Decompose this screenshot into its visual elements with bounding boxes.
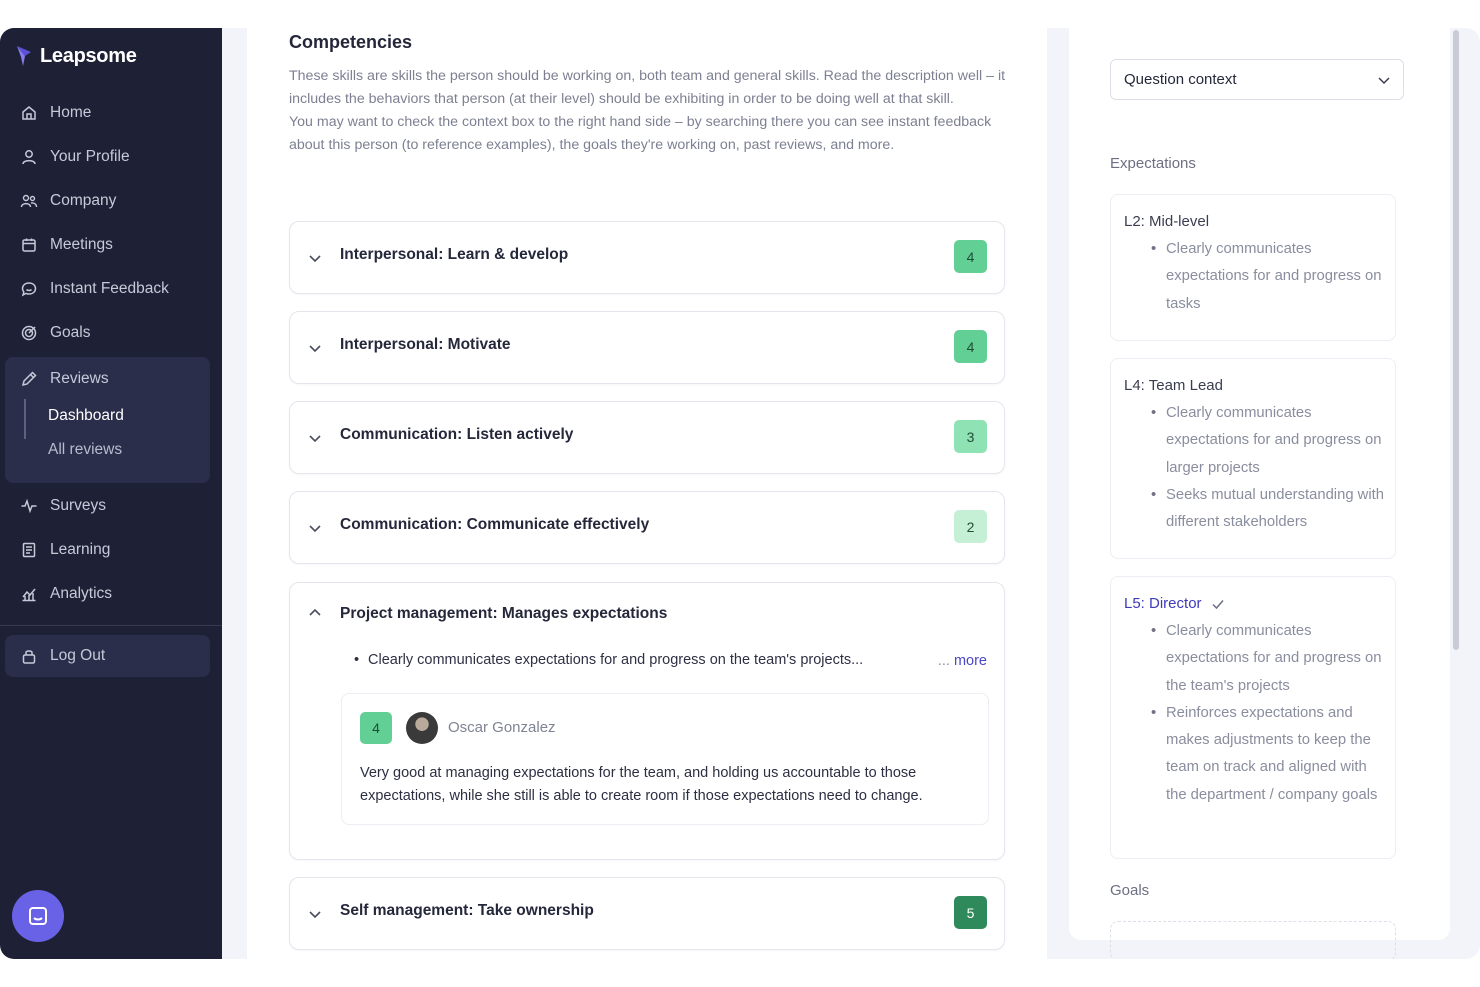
chevron-down-icon	[1377, 73, 1391, 87]
competency-card[interactable]	[289, 491, 1005, 564]
scrollbar[interactable]	[1450, 28, 1462, 959]
chevron-down-icon	[307, 430, 323, 446]
select-value: Question context	[1124, 71, 1237, 88]
app-name: Leapsome	[40, 44, 137, 67]
question-context-select[interactable]	[1110, 59, 1404, 100]
expectation-list	[1139, 618, 1385, 809]
score-badge: 4	[954, 240, 987, 273]
competency-title: Communication: Communicate effectively	[340, 516, 650, 533]
expectation-bullet: • Clearly communicates expectations for and progress on larger projects	[1139, 400, 1385, 482]
sidebar-nav	[0, 91, 222, 355]
competency-bullet: • Clearly communicates expectations for and progress on the team's projects...	[368, 652, 863, 668]
avatar	[406, 712, 438, 744]
score-badge: 4	[954, 330, 987, 363]
chat-bubble-icon	[20, 280, 38, 298]
reviews-nav-group	[5, 357, 210, 483]
competency-header[interactable]	[290, 222, 1004, 293]
score-badge: 2	[954, 510, 987, 543]
chevron-down-icon	[307, 520, 323, 536]
sidebar-item-analytics[interactable]	[0, 572, 222, 616]
expectation-level-title-active	[1124, 595, 1226, 612]
chat-launcher-button[interactable]	[12, 890, 64, 942]
expectations-label: Expectations	[1110, 155, 1196, 172]
sidebar-item-label: Your Profile	[50, 148, 130, 165]
book-icon	[20, 541, 38, 559]
competency-card[interactable]	[289, 401, 1005, 474]
sidebar-item-label: Learning	[50, 541, 111, 558]
review-entry	[341, 693, 989, 825]
target-icon	[20, 324, 38, 342]
home-icon	[20, 104, 38, 122]
sidebar-nav-lower	[0, 484, 222, 616]
chevron-down-icon	[307, 340, 323, 356]
sidebar-item-label: Goals	[50, 324, 91, 341]
competency-header[interactable]	[290, 583, 1004, 643]
expectation-bullet: • Clearly communicates expectations for and progress on the team's projects	[1139, 618, 1385, 700]
chevron-down-icon	[307, 250, 323, 266]
more-prefix: ...	[937, 653, 954, 669]
sidebar-item-meetings[interactable]	[0, 223, 222, 267]
sidebar-item-label: Company	[50, 192, 117, 209]
lock-icon	[20, 647, 38, 665]
review-text: Very good at managing expectations for the team, and holding us accountable to those expectations, while she still is able to create room if those expectations need to change.	[360, 765, 923, 804]
competencies-description	[289, 65, 1007, 157]
sidebar-item-label: Reviews	[50, 370, 109, 387]
sidebar-item-label: Meetings	[50, 236, 113, 253]
user-icon	[20, 148, 38, 166]
sidebar-item-label: Surveys	[50, 497, 106, 514]
score-badge: 5	[954, 896, 987, 929]
expectation-level-title: L4: Team Lead	[1124, 377, 1223, 394]
expectation-card[interactable]	[1110, 194, 1396, 341]
reviews-submenu	[24, 399, 124, 458]
competency-title: Interpersonal: Motivate	[340, 336, 511, 353]
competency-card-expanded	[289, 582, 1005, 860]
leapsome-logo-icon	[14, 44, 34, 68]
expectation-level-title: L2: Mid-level	[1124, 213, 1210, 230]
sidebar-item-learning[interactable]	[0, 528, 222, 572]
sidebar-item-home[interactable]	[0, 91, 222, 135]
competency-header[interactable]	[290, 402, 1004, 473]
competency-title: Interpersonal: Learn & develop	[340, 246, 569, 263]
more-label: more	[953, 653, 987, 669]
score-badge: 3	[954, 420, 987, 453]
expectation-bullet: • Clearly communicates expectations for and progress on tasks	[1139, 236, 1385, 318]
sidebar-item-reviews[interactable]	[5, 357, 210, 401]
expanded-body	[290, 583, 1004, 804]
sidebar-item-company[interactable]	[0, 179, 222, 223]
competency-card[interactable]	[289, 877, 1005, 950]
expectation-list	[1139, 400, 1385, 536]
expectation-card[interactable]	[1110, 358, 1396, 559]
competency-header[interactable]	[290, 492, 1004, 563]
expectation-list	[1139, 236, 1385, 318]
more-link[interactable]	[938, 653, 987, 669]
competency-card[interactable]	[289, 311, 1005, 384]
check-icon	[1210, 596, 1226, 612]
sidebar-item-instant-feedback[interactable]	[0, 267, 222, 311]
main-content	[247, 28, 1047, 959]
sidebar-item-label: Instant Feedback	[50, 280, 169, 297]
scrollbar-thumb[interactable]	[1453, 30, 1459, 650]
competency-title: Self management: Take ownership	[340, 902, 594, 919]
expectation-bullet: • Seeks mutual understanding with different stakeholders	[1139, 482, 1385, 537]
chat-launcher-icon	[26, 904, 50, 928]
users-icon	[20, 192, 38, 210]
review-score-badge: 4	[360, 712, 392, 744]
sidebar-item-label: Home	[50, 104, 92, 121]
sidebar-item-goals[interactable]	[0, 311, 222, 355]
goals-label: Goals	[1110, 882, 1150, 899]
chevron-up-icon	[307, 605, 323, 621]
chart-icon	[20, 585, 38, 603]
page-title: Competencies	[289, 32, 413, 52]
logout-label: Log Out	[50, 647, 106, 664]
sidebar-subitem-all-reviews[interactable]: All reviews	[48, 441, 123, 458]
competency-header[interactable]	[290, 878, 1004, 949]
chevron-down-icon	[307, 906, 323, 922]
competency-card[interactable]	[289, 221, 1005, 294]
goals-placeholder	[1110, 921, 1396, 959]
competency-header[interactable]	[290, 312, 1004, 383]
app-window	[0, 28, 1480, 959]
expectation-card-active[interactable]	[1110, 576, 1396, 859]
reviewer-name: Oscar Gonzalez	[448, 719, 556, 736]
sidebar-subitem-dashboard[interactable]: Dashboard	[48, 407, 124, 424]
context-panel	[1069, 28, 1450, 940]
level-title-text: L5: Director	[1124, 595, 1202, 612]
pencil-icon	[20, 370, 38, 388]
sidebar-item-profile[interactable]	[0, 135, 222, 179]
description-paragraph: You may want to check the context box to the right hand side – by searching there you can see instant feedback about this person (to reference examples), the goals they're working on, past reviews, and more.	[289, 114, 992, 153]
sidebar	[0, 28, 222, 959]
calendar-icon	[20, 236, 38, 254]
competency-title: Project management: Manages expectations	[340, 605, 668, 622]
sidebar-divider	[0, 625, 222, 626]
pulse-icon	[20, 497, 38, 515]
description-paragraph: These skills are skills the person should be working on, both team and general skills. Read the description well – it includes the behaviors that person (at their level) should be exhibiting in order to be doing well at that skill.	[289, 68, 1006, 107]
sidebar-item-label: Analytics	[50, 585, 113, 602]
competency-title: Communication: Listen actively	[340, 426, 574, 443]
expectation-bullet: • Reinforces expectations and makes adjustments to keep the team on track and aligned with the department / company goals	[1139, 700, 1385, 809]
logout-button[interactable]	[5, 635, 210, 677]
logo[interactable]	[14, 44, 137, 68]
sidebar-item-surveys[interactable]	[0, 484, 222, 528]
